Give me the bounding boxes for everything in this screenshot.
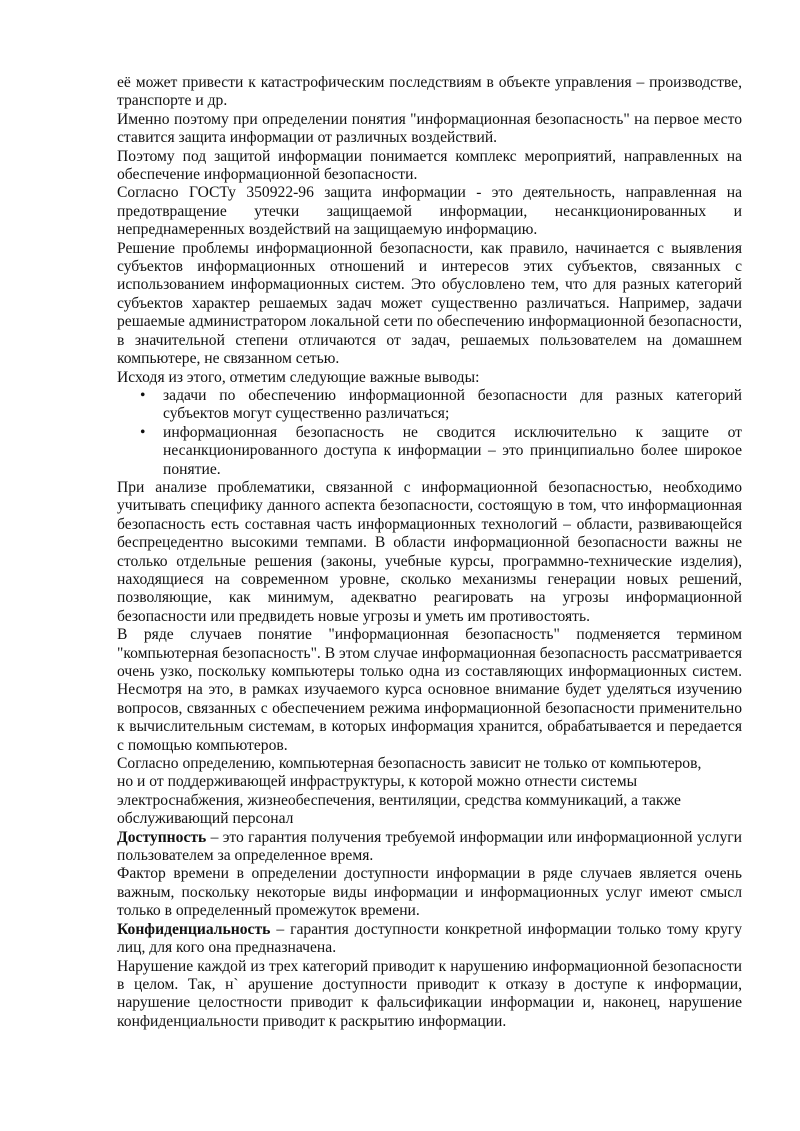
paragraph-gost: Согласно ГОСТу 350922-96 защита информации - это деятельность, направленная на предотвращение утечки защищаемой информации, несанкционированных и непреднамеренных воздействий на защищаемую информацию. (117, 184, 742, 239)
paragraph-conclusions-intro: Исходя из этого, отметим следующие важные выводы: (117, 368, 480, 386)
paragraph-confidentiality (117, 921, 742, 958)
paragraph-subjects: Решение проблемы информационной безопасности, как правило, начинается с выявления субъектов информационных отношений и интересов этих субъектов, связанных с использованием информационных систем. Это обусловлено тем, что для разных категорий субъектов характер решаемых задач может существенно различаться. Например, задачи решаемые администратором локальной сети по обеспечению информационной безопасности, в значительной степени отличаются от задач, решаемых пользователем на домашнем компьютере, не связанном сетью. (117, 239, 742, 368)
text-line: Согласно определению, компьютерная безопасность зависит не только от компьютеров, (117, 755, 702, 773)
paragraph-consequences: её может привести к катастрофическим последствиям в объекте управления – производстве, транспорте и др. (117, 74, 742, 110)
list-item: • информационная безопасность не сводится исключительно к защите от несанкционированного доступа к информации – это принципиально более широкое понятие. (163, 424, 742, 479)
paragraph-analysis: При анализе проблематики, связанной с информационной безопасностью, необходимо учитывать специфику данного аспекта безопасности, состоящую в том, что информационная безопасность есть составная часть информационных технологий – области, развивающейся беспрецедентно высокими темпами. В области информационной безопасности важны не столько отдельные решения (законы, учебные курсы, программно-технические изделия), находящиеся на современном уровне, сколько механизмы генерации новых решений, позволяющие, как минимум, адекватно реагировать на угрозы информационной безопасности или предвидеть новые угрозы и уметь им противостоять. (117, 478, 742, 625)
paragraph-violations: Нарушение каждой из трех категорий приводит к нарушению информационной безопасности в целом. Так, н` арушение доступности приводит к отказу в доступе к информации, нарушение целостности приводит к фальсификации информации и, наконец, нарушение конфиденциальности приводит к раскрытию информации. (117, 957, 742, 1030)
text-line: но и от поддерживающей инфраструктуры, к которой можно отнести системы (117, 773, 638, 791)
term-confidentiality: Конфиденциальность (117, 920, 271, 938)
paragraph-definition-priority: Именно поэтому при определении понятия "информационная безопасность" на первое место ставится защита информации от различных воздействий. (117, 110, 742, 147)
paragraph-time-factor: Фактор времени в определении доступности информации в ряде случаев является очень важным, поскольку некоторые виды информации и информационных услуг имеют смысл только в определенный промежуток времени. (117, 865, 742, 920)
list-item: • задачи по обеспечению информационной безопасности для разных категорий субъектов могут существенно различаться; (163, 387, 742, 424)
text-line: обслуживающий персонал (117, 810, 294, 828)
conclusions-list (117, 387, 742, 479)
term-availability: Доступность (117, 828, 207, 846)
text-line: электроснабжения, жизнеобеспечения, вентиляции, средства коммуникаций, а также (117, 791, 681, 809)
paragraph-availability (117, 829, 742, 866)
confidentiality-definition: – гарантия доступности конкретной информации только тому кругу лиц, для кого она предназначена. (117, 920, 742, 957)
paragraph-infrastructure (117, 755, 742, 829)
paragraph-protection-meaning: Поэтому под защитой информации понимается комплекс мероприятий, направленных на обеспечение информационной безопасности. (117, 147, 742, 184)
paragraph-computer-security: В ряде случаев понятие "информационная безопасность" подменяется термином "компьютерная безопасность". В этом случае информационная безопасность рассматривается очень узко, поскольку компьютеры только одна из составляющих информационных систем. Несмотря на это, в рамках изучаемого курса основное внимание будет уделяться изучению вопросов, связанных с обеспечением режима информационной безопасности применительно к вычислительным системам, в которых информация хранится, обрабатывается и передается с помощью компьютеров. (117, 626, 742, 754)
availability-definition: – это гарантия получения требуемой информации или информационной услуги пользователем за определенное время. (117, 828, 742, 865)
